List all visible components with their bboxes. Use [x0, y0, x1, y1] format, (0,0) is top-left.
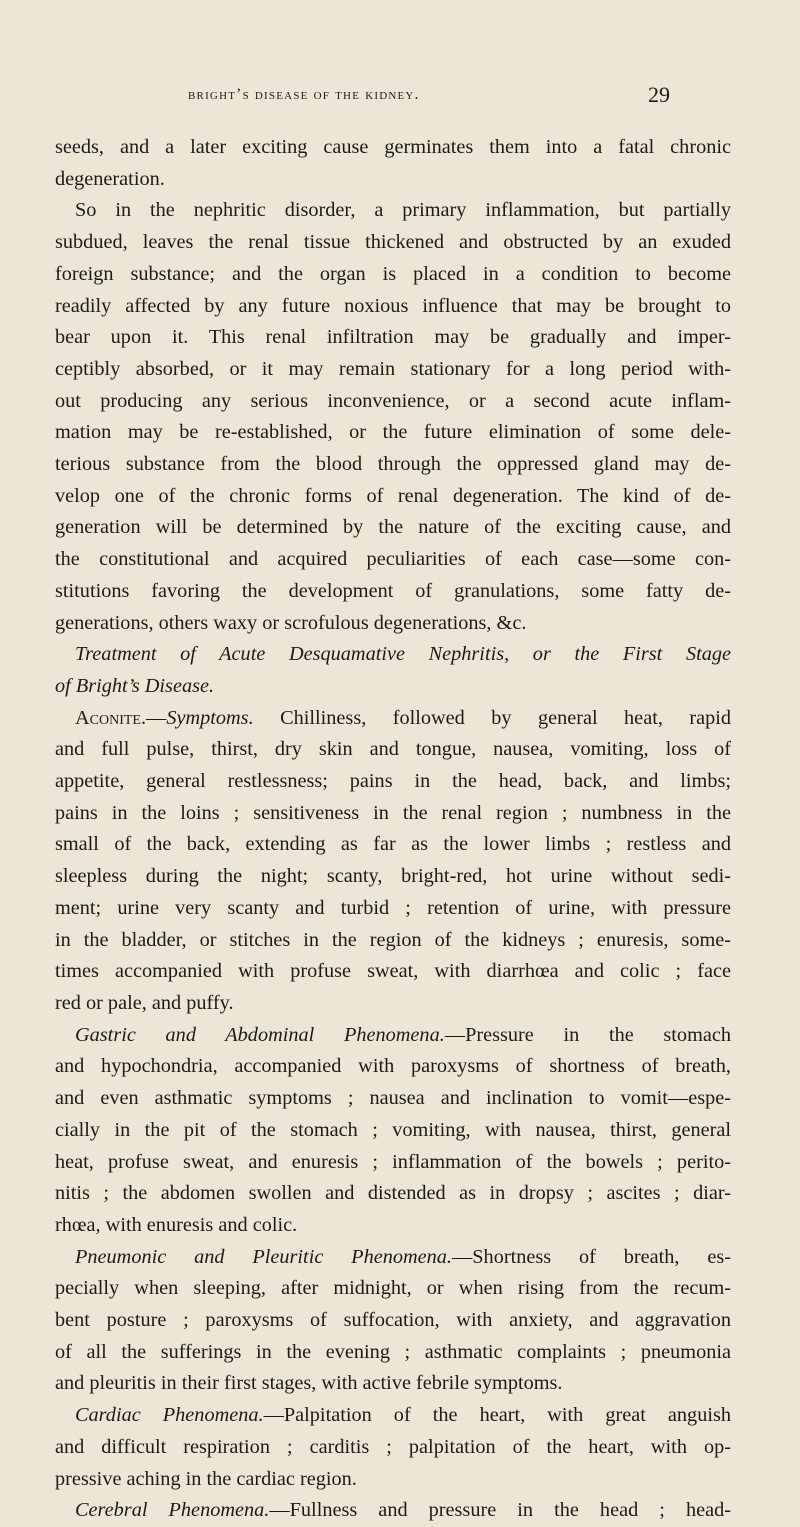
text-line: ment; urine very scanty and turbid ; retention of urine, with pressure: [55, 896, 731, 919]
text-line: in the bladder, or stitches in the region of the kidneys ; enuresis, some-: [55, 928, 731, 951]
text-line: bear upon it. This renal infiltration may be gradually and imper-: [55, 326, 731, 349]
text-line: sleepless during the night; scanty, bright-red, hot urine without sedi-: [55, 865, 731, 888]
text-line: the constitutional and acquired peculiarities of each case—some con-: [55, 548, 731, 571]
text-line: appetite, general restlessness; pains in the head, back, and limbs;: [55, 770, 731, 793]
text-line: velop one of the chronic forms of renal degeneration. The kind of de-: [55, 484, 731, 507]
text-line: rhœa, with enuresis and colic.: [55, 1213, 298, 1236]
running-title: bright’s disease of the kidney.: [188, 86, 420, 103]
text-line: mation may be re-established, or the future elimination of some dele-: [55, 421, 731, 444]
subsection-first-line: [55, 1495, 731, 1527]
body-text: [55, 132, 731, 1527]
text-line: ceptibly absorbed, or it may remain stationary for a long period with-: [55, 357, 731, 380]
text-line: generation will be determined by the nature of the exciting cause, and: [55, 516, 731, 539]
text-run: —Fullness and pressure in the head ; head-: [269, 1499, 731, 1522]
text-line: terious substance from the blood through the oppressed gland may de-: [55, 453, 731, 476]
text-line: pecially when sleeping, after midnight, or when rising from the recum-: [55, 1277, 731, 1300]
text-line: times accompanied with profuse sweat, with diarrhœa and colic ; face: [55, 960, 731, 983]
text-line: and difficult respiration ; carditis ; palpitation of the heart, with op-: [55, 1435, 731, 1458]
text-line: pains in the loins ; sensitiveness in the renal region ; numbness in the: [55, 801, 731, 824]
dash: —: [146, 706, 167, 729]
subsection-label: Pneumonic and Pleuritic Phenomena.: [75, 1245, 452, 1268]
text-line: bent posture ; paroxysms of suffocation, with anxiety, and aggravation: [55, 1309, 731, 1332]
section-heading: Treatment of Acute Desquamative Nephritis, or the First Stage: [75, 643, 731, 666]
subsection-first-line: [55, 1242, 731, 1274]
text-line: readily affected by any future noxious influence that may be brought to: [55, 294, 731, 317]
text-line: red or pale, and puffy.: [55, 991, 234, 1014]
remedy-first-line: [55, 703, 731, 735]
subsection-label: Gastric and Abdominal Phenomena.: [75, 1023, 445, 1046]
text-line: heat, profuse sweat, and enuresis ; inflammation of the bowels ; perito-: [55, 1150, 731, 1173]
text-run: Chilliness, followed by general heat, rapid: [253, 706, 731, 729]
remedy-name: Aconite.: [75, 706, 147, 729]
text-line: nitis ; the abdomen swollen and distended as in dropsy ; ascites ; diar-: [55, 1182, 731, 1205]
text-line: and pleuritis in their first stages, with active febrile symptoms.: [55, 1372, 563, 1395]
text-line: foreign substance; and the organ is placed in a condition to become: [55, 262, 731, 285]
text-line: subdued, leaves the renal tissue thickened and obstructed by an exuded: [55, 231, 731, 254]
text-run: —Palpitation of the heart, with great anguish: [263, 1404, 731, 1427]
subsection-label: Cardiac Phenomena.: [75, 1404, 264, 1427]
text-line: generations, others waxy or scrofulous degenerations, &c.: [55, 611, 527, 634]
text-run: —Pressure in the stomach: [444, 1023, 731, 1046]
text-run: —Shortness of breath, es-: [452, 1245, 731, 1268]
text-line: and hypochondria, accompanied with paroxysms of shortness of breath,: [55, 1055, 731, 1078]
subsection-label: Cerebral Phenomena.: [75, 1499, 270, 1522]
text-line: degeneration.: [55, 167, 165, 190]
text-line: pressive aching in the cardiac region.: [55, 1467, 357, 1490]
text-line: out producing any serious inconvenience, or a second acute inflam-: [55, 389, 731, 412]
subsection-first-line: [55, 1400, 731, 1432]
page-header: [0, 82, 800, 116]
text-line: stitutions favoring the development of granulations, some fatty de-: [55, 579, 731, 602]
subsection-first-line: [55, 1020, 731, 1052]
text-line: seeds, and a later exciting cause germinates them into a fatal chronic: [55, 136, 731, 158]
text-line: of all the sufferings in the evening ; asthmatic complaints ; pneumonia: [55, 1340, 731, 1363]
text-line: So in the nephritic disorder, a primary inflammation, but partially: [75, 199, 731, 222]
subsection-label: Symptoms.: [166, 706, 254, 729]
text-line: small of the back, extending as far as the lower limbs ; restless and: [55, 833, 731, 856]
text-line: and even asthmatic symptoms ; nausea and inclination to vomit—espe-: [55, 1087, 731, 1110]
text-line: cially in the pit of the stomach ; vomiting, with nausea, thirst, general: [55, 1118, 731, 1141]
page-number: 29: [648, 82, 670, 107]
section-heading: of Bright’s Disease.: [55, 674, 215, 697]
text-line: and full pulse, thirst, dry skin and tongue, nausea, vomiting, loss of: [55, 738, 731, 761]
